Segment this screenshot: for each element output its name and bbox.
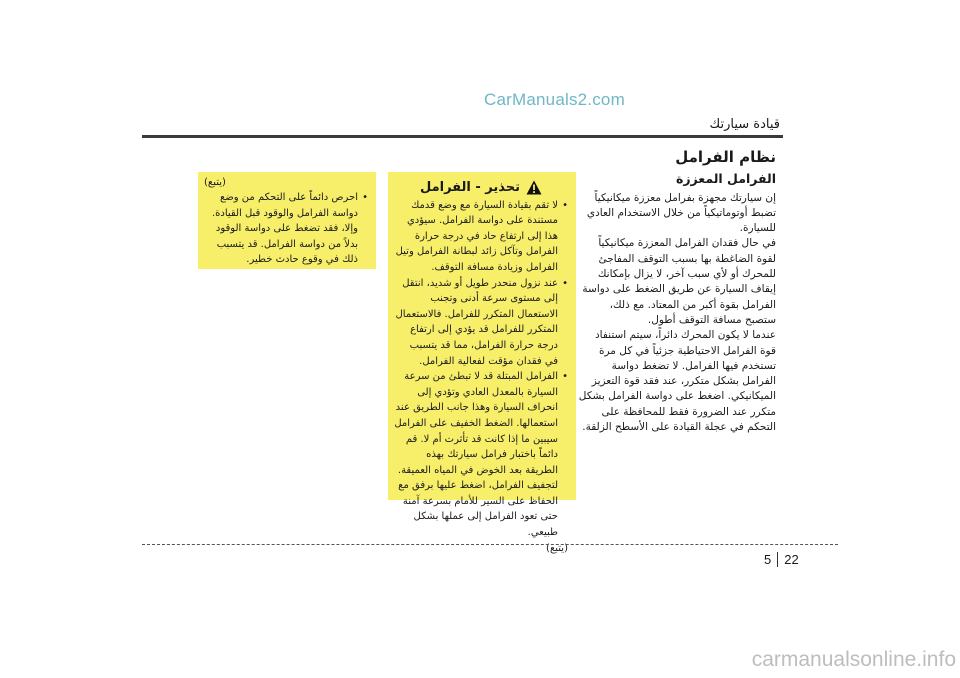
warning-title: تحذير - الفرامل — [419, 180, 521, 195]
list-item: • عند نزول منحدر طويل أو شديد، انتقل إلى مستوى سرعة أدنى وتجنب الاستعمال المتكرر للفرامل. فالاستعمال المتكرر للفرامل قد يؤدي إلى ارتفاع درجة حرارة الفرامل، مما قد يتسبب في فقدان مؤقت لفعالية الفرامل. — [394, 276, 558, 370]
continued-label: (يتبع) — [204, 177, 226, 188]
paragraph: إن سيارتك مجهزة بفرامل معززة ميكانيكياً تضبط أوتوماتيكياً من خلال الاستخدام العادي للسيارة. — [586, 191, 776, 235]
note-list — [204, 190, 368, 267]
page-header-title: قيادة سيارتك — [709, 117, 780, 132]
warning-triangle-icon — [526, 180, 542, 195]
continued-label: (يتبع) — [546, 542, 568, 554]
watermark-bottom: carmanualsonline.info — [751, 648, 956, 671]
page-number-separator — [777, 552, 778, 567]
list-item: • لا تقم بقيادة السيارة مع وضع قدمك مستندة على دواسة الفرامل. سيؤدي هذا إلى ارتفاع حاد في درجة حرارة الفرامل وتآكل زائد لبطانة الفرامل وتيل الفرامل وزيادة مسافة التوقف. — [394, 198, 558, 276]
page-number — [764, 552, 799, 567]
watermark-top: CarManuals2.com — [484, 90, 625, 109]
sub-title: الفرامل المعززة — [675, 171, 776, 187]
main-column — [576, 150, 776, 435]
header-rule — [142, 135, 783, 138]
page-number-value: 22 — [784, 552, 799, 567]
section-title: نظام الفرامل — [675, 148, 776, 166]
warning-list — [394, 198, 568, 541]
list-item: • احرص دائماً على التحكم من وضع دواسة الفرامل والوقود قبل القيادة. وإلا، فقد تضغط على دواسة الوقود بدلاً من دواسة الفرامل. قد يتسبب ذلك في وقوع حادث خطير. — [204, 190, 358, 267]
warning-box — [388, 172, 576, 554]
footer-rule — [142, 544, 838, 545]
list-item: • الفرامل المبتلة قد لا تبطئ من سرعة السيارة بالمعدل العادي وتؤدي إلى انحراف السيارة وهذا جانب الطريق عند استعمالها. الضغط الخفيف على الفرامل سيبين ما إذا كانت قد تأثرت أم لا. قم دائماً باختبار فرامل سيارتك بهذه الطريقة بعد الخوض في المياه العميقة. لتجفيف الفرامل، اضغط عليها برفق مع الحفاظ على السير للأمام بسرعة آمنة حتى تعود الفرامل إلى عملها بشكل طبيعي. — [394, 369, 558, 541]
paragraph: في حال فقدان الفرامل المعززة ميكانيكياً لقوة الضاغطة بها بسبب التوقف المفاجئ للمحرك أو لأي سبب آخر، لا يزال بإمكانك إيقاف السيارة عن طريق الضغط على دواسة الفرامل بقوة أكبر من المعتاد. مع ذلك، ستصبح مسافة التوقف أطول. — [582, 237, 776, 326]
chapter-number: 5 — [764, 552, 772, 567]
note-box — [198, 172, 376, 269]
warning-header — [394, 180, 568, 196]
paragraph: عندما لا يكون المحرك دائراً، سيتم استنفاد قوة الفرامل الاحتياطية جزئياً في كل مرة تستخدم فيها الفرامل. لا تضغط دواسة الفرامل بشكل متكرر، عند فقد قوة التعزيز الميكانيكي. اضغط على دواسة الفرامل بشكل متكرر عند الضرورة فقط للمحافظة على التحكم في عجلة القيادة على الأسطح الزلقة. — [578, 329, 776, 434]
